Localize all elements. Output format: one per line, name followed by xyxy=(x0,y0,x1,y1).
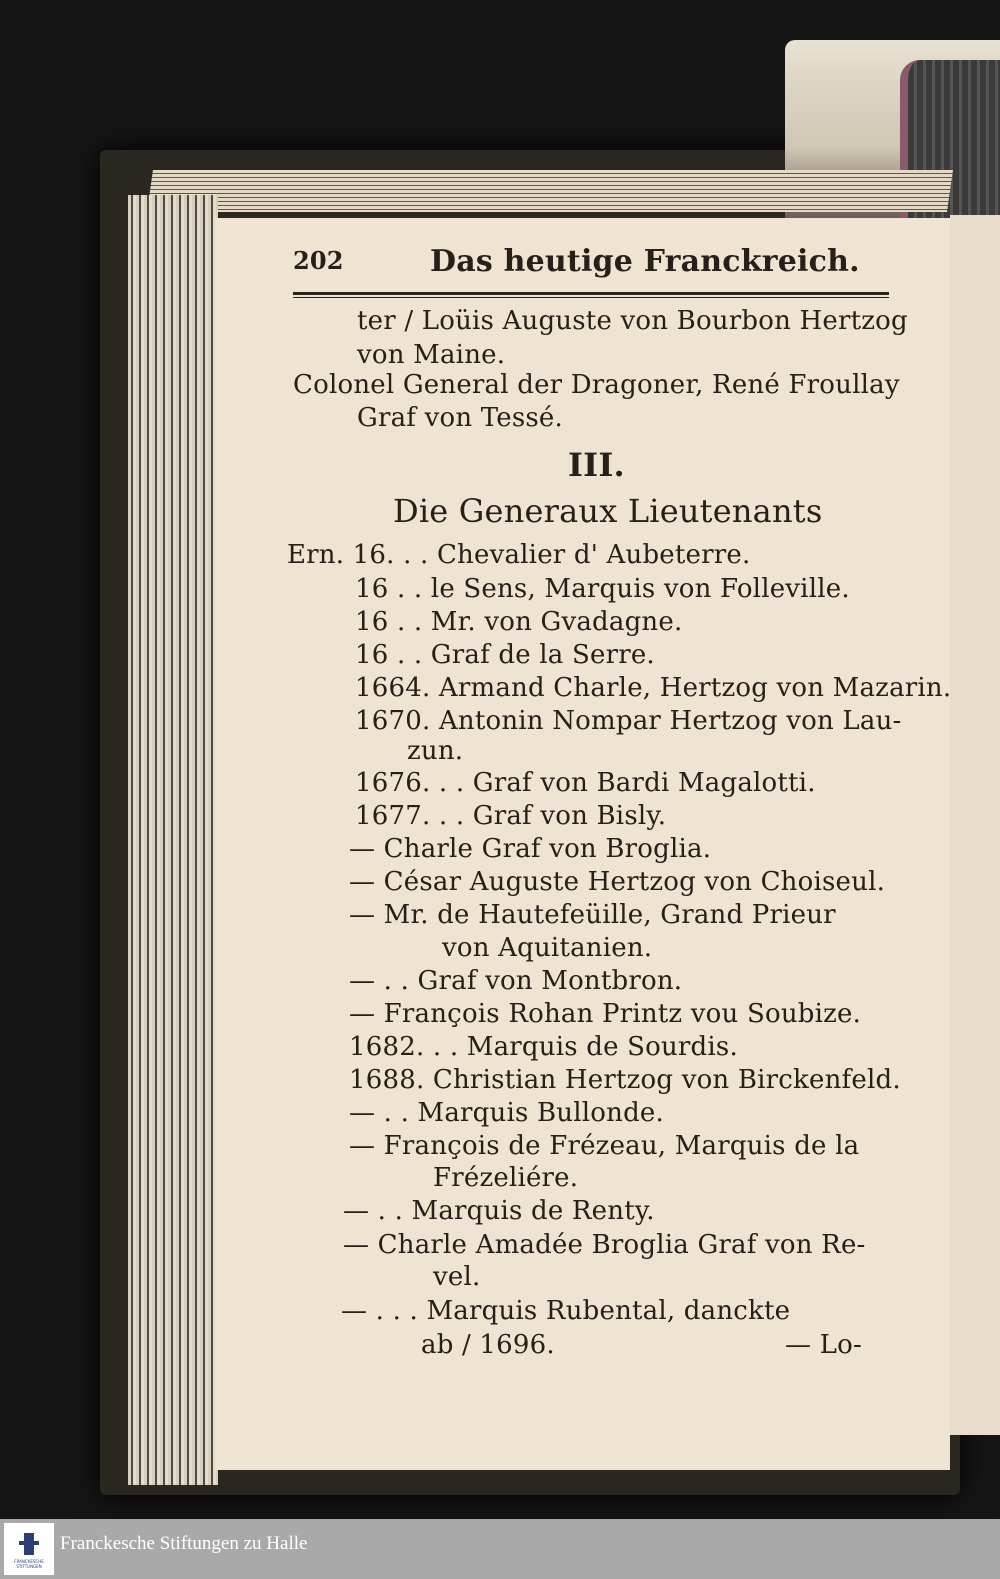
header-rule-thin xyxy=(293,297,889,298)
text-line: — Charle Graf von Broglia. xyxy=(349,834,712,864)
text-line: 1670. Antonin Nompar Hertzog von Lau- xyxy=(355,706,902,736)
text-line: Ern. 16. . . Chevalier d' Aubeterre. xyxy=(287,540,751,570)
text-line: — François de Frézeau, Marquis de la xyxy=(349,1131,860,1161)
text-line: 16 . . Graf de la Serre. xyxy=(355,640,655,670)
text-line: Graf von Tessé. xyxy=(357,403,563,433)
text-line: 16 . . Mr. von Gvadagne. xyxy=(355,607,683,637)
text-line: — . . Marquis Bullonde. xyxy=(349,1098,664,1128)
institution-logo xyxy=(4,1523,54,1575)
section-number: III. xyxy=(568,446,625,484)
text-line: 1664. Armand Charle, Hertzog von Mazarin. xyxy=(355,673,952,703)
running-title: Das heutige Franckreich. xyxy=(430,244,860,279)
text-line: ter / Loüis Auguste von Bourbon Hertzog xyxy=(357,306,908,336)
text-line: — . . Marquis de Renty. xyxy=(343,1196,655,1226)
text-line: 1682. . . Marquis de Sourdis. xyxy=(349,1032,738,1062)
text-line: 1677. . . Graf von Bisly. xyxy=(355,801,667,831)
text-line: Colonel General der Dragoner, René Froullay xyxy=(293,370,900,400)
text-line: 16 . . le Sens, Marquis von Folleville. xyxy=(355,574,850,604)
footer-bar xyxy=(0,1519,1000,1579)
section-heading: Die Generaux Lieutenants xyxy=(393,492,823,530)
text-line: — César Auguste Hertzog von Choiseul. xyxy=(349,867,886,897)
text-line: zun. xyxy=(407,736,464,766)
logo-text: FRANCKESCHE STIFTUNGEN xyxy=(14,1559,44,1569)
text-line: — Mr. de Hautefeüille, Grand Prieur xyxy=(349,900,836,930)
text-line: — . . Graf von Montbron. xyxy=(349,966,683,996)
text-line: 1676. . . Graf von Bardi Magalotti. xyxy=(355,768,816,798)
facing-page xyxy=(950,215,1000,1435)
text-line: von Aquitanien. xyxy=(442,933,653,963)
text-line: 1688. Christian Hertzog von Birckenfeld. xyxy=(349,1065,901,1095)
text-line: vel. xyxy=(433,1262,481,1292)
logo-emblem-bar xyxy=(19,1541,39,1545)
page-number: 202 xyxy=(293,246,344,275)
text-line: — Charle Amadée Broglia Graf von Re- xyxy=(343,1230,866,1260)
text-line: von Maine. xyxy=(357,340,506,370)
book-page-edges xyxy=(128,195,218,1485)
book-top-edge xyxy=(147,170,953,212)
text-line: ab / 1696. xyxy=(421,1330,555,1360)
footer-label: Franckesche Stiftungen zu Halle xyxy=(60,1533,308,1554)
text-line: — François Rohan Printz vou Soubize. xyxy=(349,999,862,1029)
text-line: — . . . Marquis Rubental, danckte xyxy=(341,1296,791,1326)
catchword: — Lo- xyxy=(785,1330,862,1360)
book-page xyxy=(215,218,950,1470)
text-line: Frézeliére. xyxy=(433,1163,579,1193)
header-rule xyxy=(293,292,889,295)
